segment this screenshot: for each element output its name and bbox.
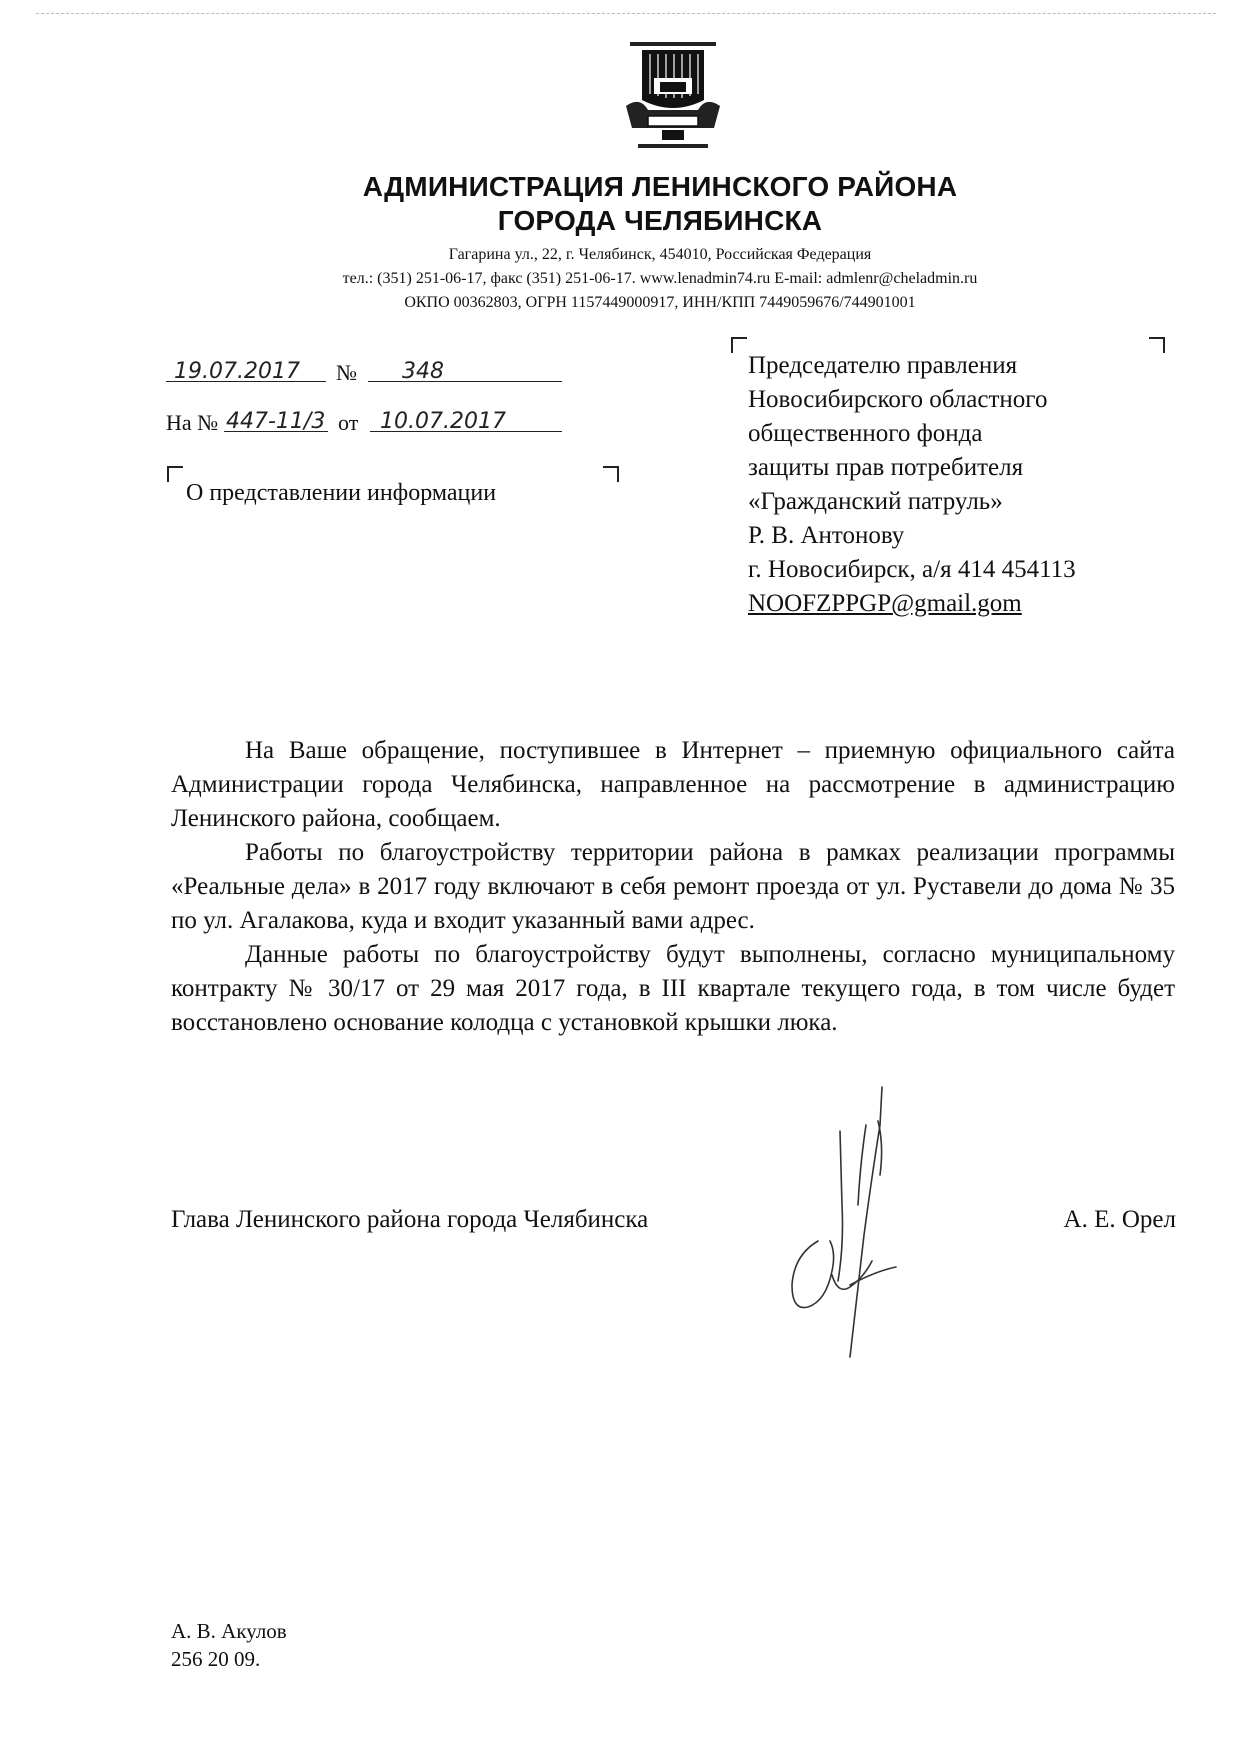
executor-name: А. В. Акулов <box>171 1619 287 1643</box>
subject-corner-left <box>167 466 183 482</box>
addressee-line: Новосибирского областного <box>748 386 1048 413</box>
body-paragraph: Работы по благоустройству территории района в рамках реализации программы «Реальные дела» в 2017 году включают в себя ремонт проезда от ул. Руставели до дома № 35 по ул. Агалакова, куда и входит указанный вами адрес. <box>171 839 1175 934</box>
registration-block <box>166 342 566 442</box>
signatory-position: Глава Ленинского района города Челябинска <box>171 1206 649 1233</box>
organization-registry: ОКПО 00362803, ОГРН 1157449000917, ИНН/КПП 7449059676/744901001 <box>404 294 916 311</box>
addressee-line: защиты прав потребителя <box>748 454 1024 481</box>
executor-block <box>171 1617 287 1673</box>
letterhead <box>160 170 1160 314</box>
addressee-line: «Гражданский патруль» <box>748 488 1003 515</box>
number-label: № <box>336 360 357 385</box>
city-emblem-icon <box>620 36 726 152</box>
organization-name-line2: ГОРОДА ЧЕЛЯБИНСКА <box>497 205 823 236</box>
outgoing-number: 348 <box>402 359 444 384</box>
signatory-name: А. Е. Орел <box>1063 1206 1176 1233</box>
addressee-email: NOOFZPPGP@gmail.gom <box>748 590 1022 617</box>
subject-corner-right <box>603 466 619 482</box>
addressee-name: Р. В. Антонову <box>748 522 905 549</box>
organization-name-line1: АДМИНИСТРАЦИЯ ЛЕНИНСКОГО РАЙОНА <box>362 171 958 202</box>
addressee-block <box>748 349 1076 621</box>
reply-number: 447-11/3 <box>226 409 326 434</box>
handwritten-signature-icon <box>780 1085 920 1375</box>
reply-prefix: На № <box>166 410 219 435</box>
addressee-line: общественного фонда <box>748 420 983 447</box>
letter-body <box>171 734 1175 1040</box>
addressee-corner-left <box>731 337 747 353</box>
organization-address: Гагарина ул., 22, г. Челябинск, 454010, Российская Федерация <box>448 246 872 263</box>
body-paragraph: На Ваше обращение, поступившее в Интернет – приемную официального сайта Администрации города Челябинска, направленное на рассмотрение в администрацию Ленинского района, сообщаем. <box>171 737 1175 832</box>
outgoing-date: 19.07.2017 <box>174 359 300 384</box>
addressee-line: Председателю правления <box>748 352 1018 379</box>
number-underline <box>368 381 562 382</box>
reply-row <box>166 392 566 442</box>
body-paragraph: Данные работы по благоустройству будут выполнены, согласно муниципальному контракту № 30/17 от 29 мая 2017 года, в III квартале текущего года, в том числе будет восстановлено основание колодца с установкой крышки люка. <box>171 941 1175 1036</box>
scan-edge-line <box>36 13 1216 14</box>
addressee-corner-right <box>1149 337 1165 353</box>
executor-phone: 256 20 09. <box>171 1647 261 1671</box>
organization-contacts: тел.: (351) 251-06-17, факс (351) 251-06-17. www.lenadmin74.ru E-mail: admlenr@cheladmin.ru <box>342 270 978 287</box>
reply-date: 10.07.2017 <box>380 409 506 434</box>
letter-subject: О представлении информации <box>186 480 497 506</box>
reply-from-label: от <box>338 410 359 435</box>
outgoing-row <box>166 342 566 392</box>
addressee-postal-address: г. Новосибирск, а/я 414 454113 <box>748 556 1076 583</box>
